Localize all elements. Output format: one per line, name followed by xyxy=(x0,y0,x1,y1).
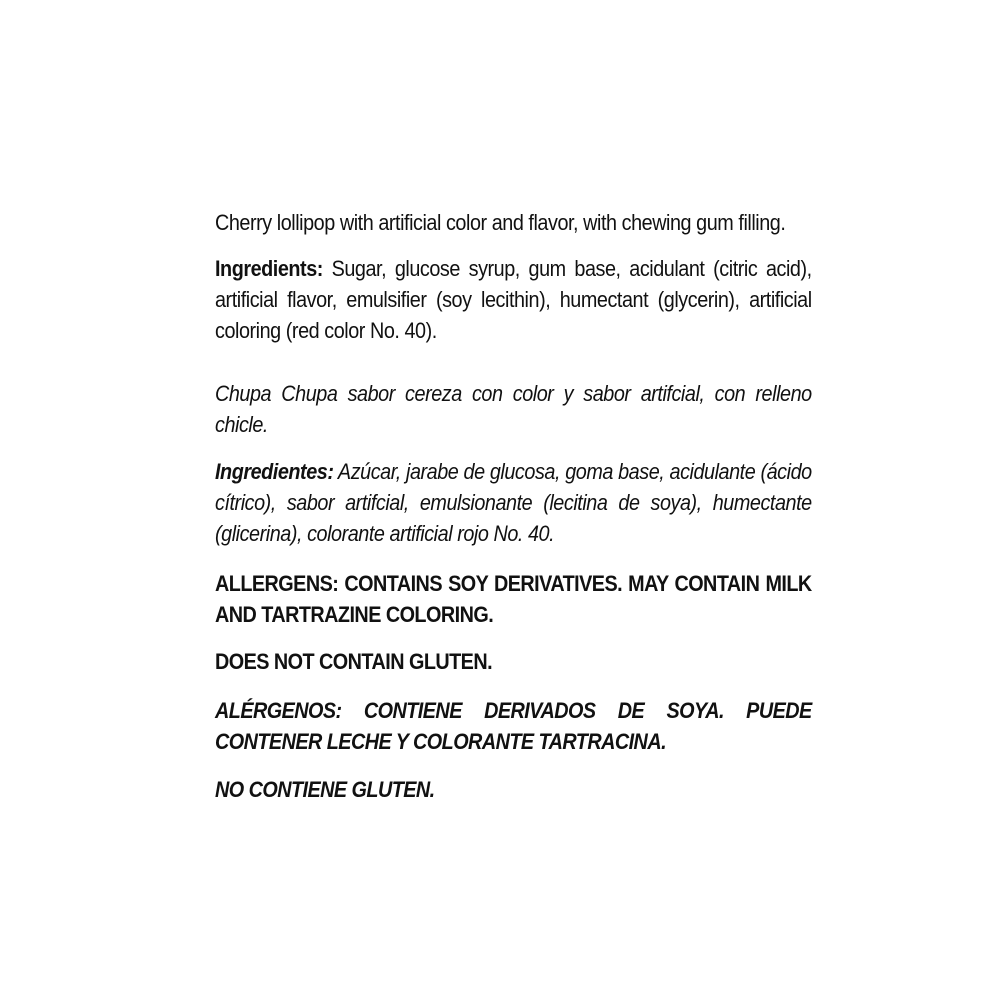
ingredients-en xyxy=(215,253,812,346)
gluten-statement-en: DOES NOT CONTAIN GLUTEN. xyxy=(215,649,493,674)
allergens-warning-es: ALÉRGENOS: CONTIENE DERIVADOS DE SOYA. PUEDE CONTENER LECHE Y COLORANTE TARTRACINA. xyxy=(215,698,812,754)
product-description-en: Cherry lollipop with artificial color and flavor, with chewing gum filling. xyxy=(215,210,786,235)
allergens-warning-en: ALLERGENS: CONTAINS SOY DERIVATIVES. MAY CONTAIN MILK AND TARTRAZINE COLORING. xyxy=(215,571,812,627)
ingredients-label-es: Ingredientes: xyxy=(215,459,334,484)
gluten-statement-es: NO CONTIENE GLUTEN. xyxy=(215,777,435,802)
ingredients-es xyxy=(215,456,812,549)
ingredients-list-en: Sugar, glucose syrup, gum base, acidulant (citric acid), artificial flavor, emulsifier (soy lecithin), humectant (glycerin), artificial coloring (red color No. 40). xyxy=(215,256,812,343)
ingredients-list-es: Azúcar, jarabe de glucosa, goma base, acidulante (ácido cítrico), sabor artifcial, emulsionante (lecitina de soya), humectante (glicerina), colorante artificial rojo No. 40. xyxy=(215,459,812,546)
product-label-text xyxy=(215,207,812,805)
product-description-es: Chupa Chupa sabor cereza con color y sabor artifcial, con relleno chicle. xyxy=(215,381,812,437)
ingredients-label-en: Ingredients: xyxy=(215,256,323,281)
